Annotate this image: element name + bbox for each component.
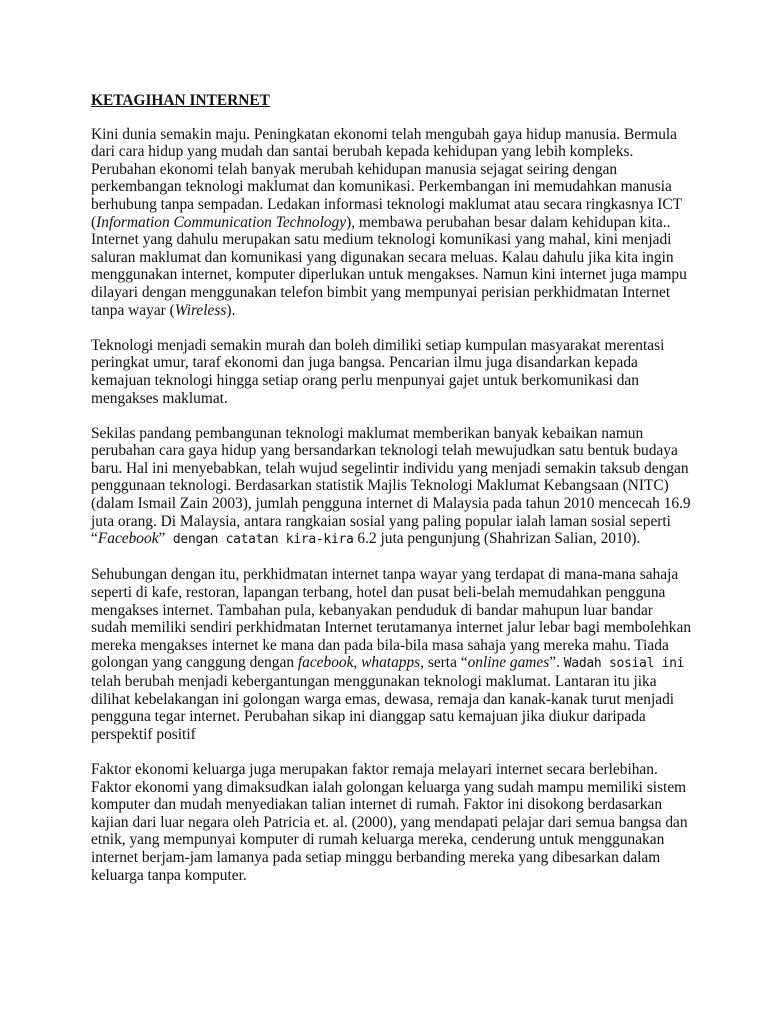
- text-line: penggunaan teknologi. Berdasarkan statistik Majlis Teknologi Maklumat Kebangsaan (NITC): [91, 477, 669, 495]
- paragraph-2: [91, 337, 691, 407]
- text-line: mengakses maklumat.: [91, 389, 228, 407]
- text-fragment: tanpa wayar (: [91, 301, 175, 319]
- text-line: Perubahan ekonomi telah banyak merubah kehidupan manusia sejagat seiring dengan: [91, 160, 618, 178]
- italic-term: facebook: [297, 654, 354, 672]
- text-line: dilihat kebelakangan ini golongan warga emas, dewasa, remaja dan kanak-kanak turut menjadi: [91, 690, 675, 708]
- text-line: pengguna tegar internet. Perubahan sikap ini dianggap satu kemajuan jika diukur daripada: [91, 708, 646, 726]
- text-line: internet berjam-jam lamanya pada setiap minggu berbanding mereka yang dibesarkan dalam: [91, 848, 661, 866]
- text-line: mengakses internet. Tambahan pula, kebanyakan penduduk di bandar mahupun luar bandar: [91, 601, 653, 619]
- text-line: mereka mengakses internet ke mana dan pada bila-bila masa sahaja yang mereka mahu. Tiada: [91, 636, 669, 654]
- text-line: kajian dari luar negara oleh Patricia et. al. (2000), yang mendapati pelajar dari semua bangsa dan: [91, 813, 688, 831]
- text-line: juta orang. Di Malaysia, antara rangkaian sosial yang paling popular ialah laman sosial seperti: [91, 512, 671, 530]
- italic-term: Facebook: [97, 530, 159, 548]
- text-line: seperti di kafe, restoran, lapangan terbang, hotel dan pusat beli-belah memudahkan pengguna: [91, 584, 666, 602]
- text-line: Sekilas pandang pembangunan teknologi maklumat memberikan banyak kebaikan namun: [91, 424, 644, 442]
- document-title: KETAGIHAN INTERNET: [91, 92, 270, 109]
- text-line: kemajuan teknologi hingga setiap orang perlu menpunyai gajet untuk berkomunikasi dan: [91, 371, 639, 389]
- text-fragment: Wadah sosial ini: [563, 656, 685, 672]
- italic-term: Wireless: [174, 301, 227, 319]
- text-line: Sehubungan dengan itu, perkhidmatan internet tanpa wayar yang terdapat di mana-mana sahaja: [91, 566, 679, 584]
- text-line: menggunakan internet, komputer diperlukan untuk mengakses. Namun kini internet juga mampu: [91, 266, 687, 284]
- text-fragment: serta “: [424, 654, 468, 672]
- paragraph-5: [91, 761, 691, 884]
- paragraph-4: [91, 566, 691, 743]
- text-line: etnik, yang mempunyai komputer di rumah keluarga mereka, cenderung untuk menggunakan: [91, 831, 665, 849]
- italic-term: Information Communication Technology: [96, 213, 347, 231]
- text-line: [91, 302, 691, 320]
- paragraph-3: [91, 425, 691, 549]
- text-fragment: ”.: [549, 654, 564, 672]
- italic-term: whatapps,: [361, 654, 424, 672]
- text-line: Kini dunia semakin maju. Peningkatan ekonomi telah mengubah gaya hidup manusia. Bermula: [91, 125, 677, 143]
- italic-term: online games: [467, 654, 550, 672]
- text-line: Teknologi menjadi semakin murah dan boleh dimiliki setiap kumpulan masyarakat merentasi: [91, 336, 665, 354]
- text-line: keluarga tanpa komputer.: [91, 866, 247, 884]
- text-line: [91, 654, 691, 673]
- text-line: (dalam Ismail Zain 2003), jumlah pengguna internet di Malaysia pada tahun 2010 mencecah 16.9: [91, 495, 691, 513]
- text-fragment: ).: [226, 301, 236, 319]
- text-fragment: ), membawa perubahan besar dalam kehidupan kita..: [346, 213, 671, 231]
- text-line: baru. Hal ini menyebabkan, telah wujud segelintir individu yang menjadi semakin taksub dengan: [91, 459, 689, 477]
- text-line: dilayari dengan menggunakan telefon bimbit yang mempunyai perisian perkhidmatan Internet: [91, 283, 671, 301]
- text-line: dari cara hidup yang mudah dan santai berubah kepada kehidupan yang lebih kompleks.: [91, 143, 634, 161]
- text-line: perkembangan teknologi maklumat dan komunikasi. Perkembangan ini memudahkan manusia: [91, 178, 672, 196]
- text-line: telah berubah menjadi kebergantungan menggunakan teknologi maklumat. Lantaran itu jika: [91, 673, 657, 690]
- text-line: Faktor ekonomi keluarga juga merupakan faktor remaja melayari internet secara berlebihan.: [91, 760, 658, 778]
- text-fragment: 6.2 juta pengunjung (Shahrizan Salian, 2010).: [353, 530, 641, 548]
- text-line: sudah memiliki sendiri perkhidmatan Internet terutamanya internet jalur lebar bagi membolehkan: [91, 619, 692, 637]
- text-fragment: ”: [158, 530, 166, 548]
- text-line: [91, 530, 691, 549]
- text-line: Internet yang dahulu merupakan satu medium teknologi komunikasi yang mahal, kini menjadi: [91, 231, 672, 249]
- document-page: [91, 92, 691, 902]
- text-fragment: dengan catatan kira-kira: [165, 532, 354, 548]
- text-line: saluran maklumat dan komunikasi yang digunakan secara meluas. Kalau dahulu jika kita ingin: [91, 248, 674, 266]
- text-line: komputer dan mudah menyediakan talian internet di rumah. Faktor ini disokong berdasarkan: [91, 796, 663, 814]
- text-line: perspektif positif: [91, 725, 196, 743]
- text-line: perubahan cara gaya hidup yang bersandarkan teknologi telah mewujudkan satu bentuk budaya: [91, 442, 678, 460]
- text-fragment: “: [91, 530, 98, 548]
- text-fragment: ,: [353, 654, 362, 672]
- text-line: [91, 214, 691, 232]
- text-line: berhubung tanpa sempadan. Ledakan informasi teknologi maklumat atau secara ringkasnya ICT: [91, 195, 683, 213]
- paragraph-1: [91, 126, 691, 320]
- text-fragment: golongan yang canggung dengan: [91, 654, 298, 672]
- text-line: peringkat umur, taraf ekonomi dan juga bangsa. Pencarian ilmu juga disandarkan kepada: [91, 354, 638, 372]
- text-fragment: (: [91, 213, 97, 231]
- text-line: Faktor ekonomi yang dimaksudkan ialah golongan keluarga yang sudah mampu memiliki sistem: [91, 778, 687, 796]
